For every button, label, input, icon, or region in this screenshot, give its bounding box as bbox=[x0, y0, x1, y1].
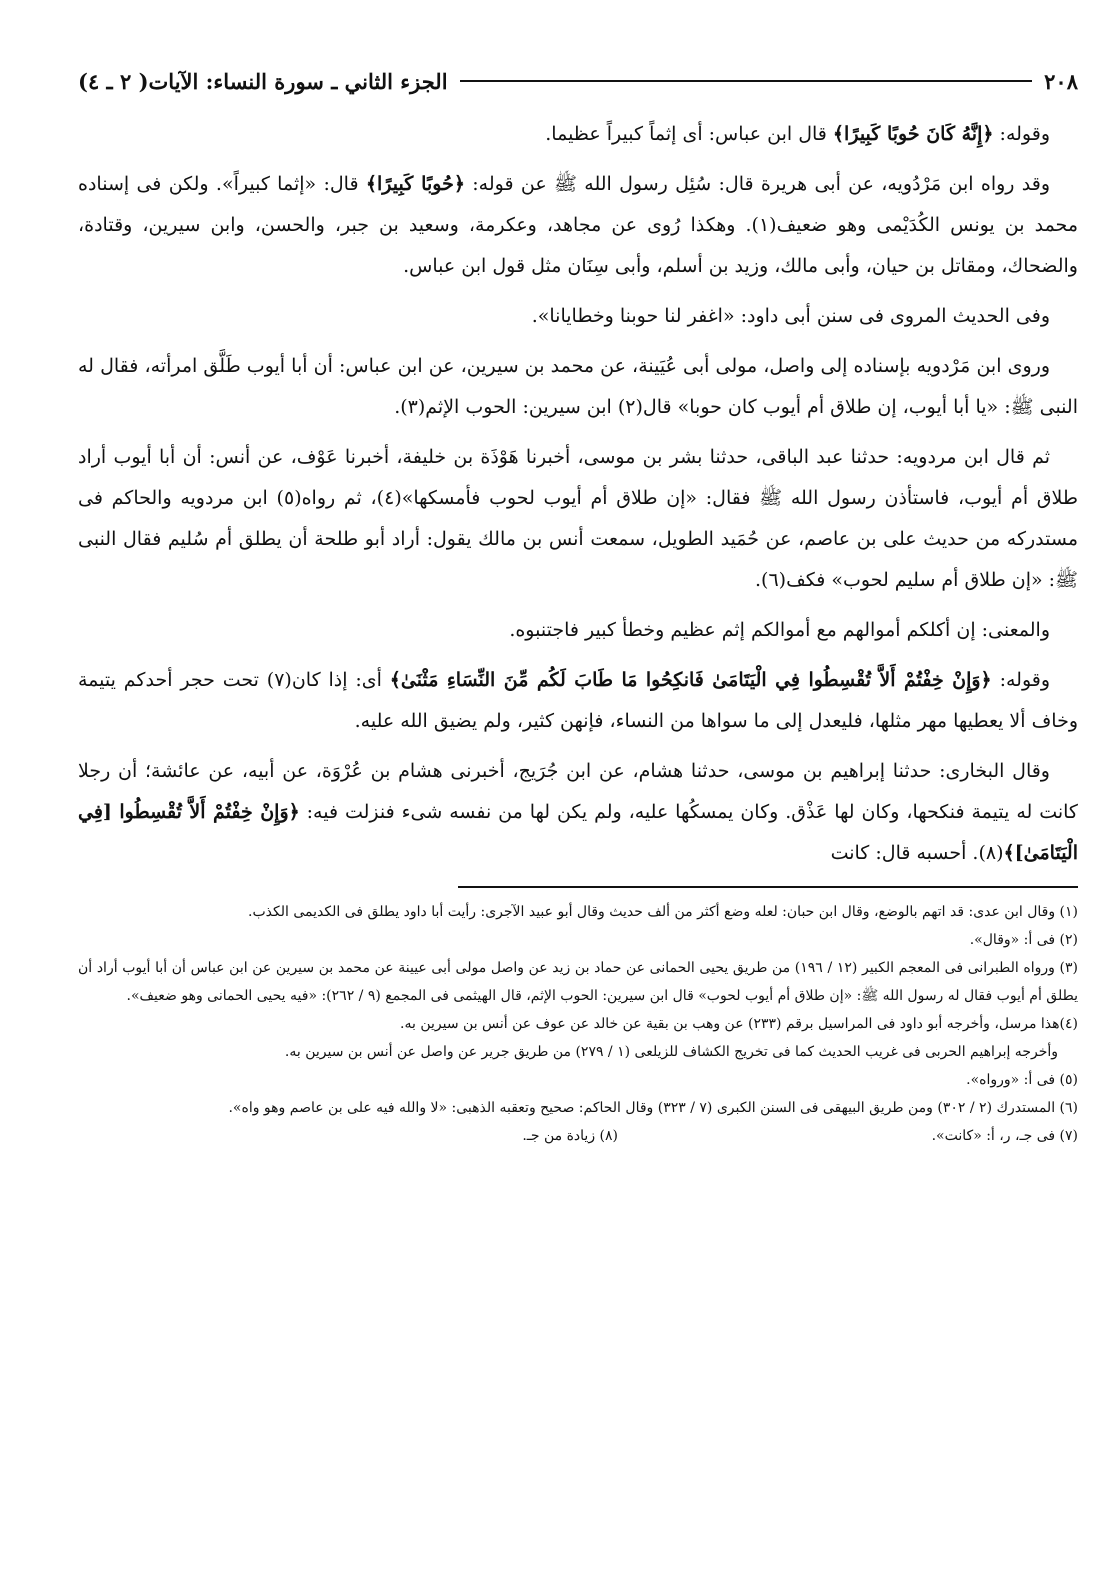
paragraph-5: ثم قال ابن مردويه: حدثنا عبد الباقى، حدثنا بشر بن موسى، أخبرنا هَوْذَة بن خليفة، أخبرنا عَوْف، عن أنس: أن أبا أيوب أراد طلاق أم أيوب، فاستأذن رسول الله ﷺ فقال: «إن طلاق أم أيوب لحوب فأمسكها»(٤)، ثم رواه(٥) ابن مردويه والحاكم فى مستدركه من حديث على بن عاصم، عن حُمَيد الطويل، سمعت أنس بن مالك يقول: أراد أبو طلحة أن يطلق أم سُليم فقال النبى ﷺ: «إن طلاق أم سليم لحوب» فكف(٦). bbox=[78, 446, 1079, 591]
quran-verse: ﴿إِنَّهُ كَانَ حُوبًا كَبِيرًا﴾ bbox=[832, 123, 994, 145]
text-run: قال: «إثما كبيراً». ولكن فى إسناده محمد بن يونس الكُدَيْمى وهو ضعيف(١). وهكذا رُوى عن مجاهد، وعكرمة، وسعيد بن جبر، والحسن، وابن سيرين، وقتادة، والضحاك، ومقاتل بن حيان، وأبى مالك، وزيد بن أسلم، وأبى سِنَان مثل قول ابن عباس. bbox=[78, 173, 1079, 277]
footnotes bbox=[78, 898, 1078, 1150]
footnote-5: (٥) فى أ: «ورواه». bbox=[966, 1072, 1078, 1088]
header-title: الجزء الثاني ـ سورة النساء: الآيات( ٢ ـ ٤) bbox=[78, 68, 448, 94]
footnote-8: (٨) زيادة من جـ. bbox=[522, 1128, 618, 1144]
footnote-1: (١) وقال ابن عدى: قد اتهم بالوضع، وقال ابن حبان: لعله وضع أكثر من ألف حديث وقال أبو عبيد الآجرى: رأيت أبا داود يطلق فى الكديمى الكذب. bbox=[248, 904, 1078, 920]
text-run: وقال البخارى: حدثنا إبراهيم بن موسى، حدثنا هشام، عن ابن جُرَيج، أخبرنى هشام بن عُرْوَة، عن أبيه، عن عائشة؛ أن رجلا كانت له يتيمة فنكحها، وكان لها عَذْق. وكان يمسكُها عليه، ولم يكن لها من نفسه شىء فنزلت فيه: bbox=[78, 760, 1078, 823]
quran-verse: ﴿وَإِنْ خِفْتُمْ أَلاَّ تُقْسِطُوا فِي الْيَتَامَىٰ فَانكِحُوا مَا طَابَ لَكُم مِّنَ النِّسَاءِ مَثْنَىٰ﴾ bbox=[389, 669, 992, 691]
paragraph-8 bbox=[78, 751, 1078, 874]
footnote-7: (٧) فى جـ، ر، أ: «كانت». bbox=[931, 1128, 1078, 1144]
footnote-separator bbox=[458, 886, 1078, 888]
footnote-4: (٤)هذا مرسل، وأخرجه أبو داود فى المراسيل برقم (٢٣٣) عن وهب بن بقية عن خالد عن عوف عن أنس بن سيرين به. bbox=[400, 1016, 1078, 1032]
paragraph-4: وروى ابن مَرْدويه بإسناده إلى واصل، مولى أبى عُيَينة، عن محمد بن سيرين، عن ابن عباس: أن أبا أيوب طَلَّق امرأته، فقال له النبى ﷺ: «يا أبا أيوب، إن طلاق أم أيوب كان حوبا» قال(٢) ابن سيرين: الحوب الإثم(٣). bbox=[78, 355, 1078, 418]
paragraph-6: والمعنى: إن أكلكم أموالهم مع أموالكم إثم عظيم وخطأ كبير فاجتنبوه. bbox=[509, 619, 1050, 641]
page-number: ٢٠٨ bbox=[1044, 68, 1078, 94]
footnote-4-continuation: وأخرجه إبراهيم الحربى فى غريب الحديث كما فى تخريج الكشاف للزيلعى (١ / ٢٧٩) من طريق جرير عن واصل عن أنس بن سيرين به. bbox=[284, 1044, 1058, 1060]
text-run: وقوله: bbox=[993, 123, 1050, 145]
footnote-row-7-8 bbox=[78, 1122, 1078, 1150]
footnote-3: (٣) ورواه الطبرانى فى المعجم الكبير (١٢ / ١٩٦) من طريق يحيى الحمانى عن حماد بن زيد عن واصل مولى أبى عيينة عن محمد بن سيرين عن ابن عباس أن أبا أيوب أراد أن يطلق أم أيوب فقال له رسول الله ﷺ: «إن طلاق أم أيوب لحوب» قال ابن سيرين: الحوب الإثم، قال الهيثمى فى المجمع (٩ / ٢٦٢): «فيه يحيى الحمانى وهو ضعيف». bbox=[78, 960, 1078, 1004]
book-page bbox=[78, 64, 1078, 1150]
paragraph-7 bbox=[78, 660, 1078, 742]
text-run: قال ابن عباس: أى إثماً كبيراً عظيما. bbox=[545, 123, 833, 145]
text-run: أى: إذا كان(٧) تحت حجر أحدكم يتيمة وخاف ألا يعطيها مهر مثلها، فليعدل إلى ما سواها من النساء، فإنهن كثير، ولم يضيق الله عليه. bbox=[78, 669, 1078, 732]
paragraph-1 bbox=[78, 114, 1078, 155]
text-run: (٨). أحسبه قال: كانت bbox=[830, 842, 1004, 864]
text-run: وقوله: bbox=[991, 669, 1051, 691]
paragraph-3: وفى الحديث المروى فى سنن أبى داود: «اغفر لنا حوبنا وخطايانا». bbox=[531, 305, 1050, 327]
paragraph-2 bbox=[78, 164, 1078, 287]
quran-verse: ﴿حُوبًا كَبِيرًا﴾ bbox=[365, 173, 465, 195]
footnote-2: (٢) فى أ: «وقال». bbox=[969, 932, 1078, 948]
main-text bbox=[78, 114, 1078, 874]
quran-verse: ﴿وَإِنْ خِفْتُمْ أَلاَّ تُقْسِطُوا [فِي الْيَتَامَىٰ]﴾ bbox=[78, 801, 1078, 864]
text-run: وقد رواه ابن مَرْدُويه، عن أبى هريرة قال: سُئِل رسول الله ﷺ عن قوله: bbox=[464, 173, 1050, 195]
header-rule bbox=[460, 80, 1033, 82]
running-header bbox=[78, 64, 1078, 98]
footnote-6: (٦) المستدرك (٢ / ٣٠٢) ومن طريق البيهقى فى السنن الكبرى (٧ / ٣٢٣) وقال الحاكم: صحيح وتعقبه الذهبى: «لا والله فيه على بن عاصم وهو واه». bbox=[228, 1100, 1078, 1116]
